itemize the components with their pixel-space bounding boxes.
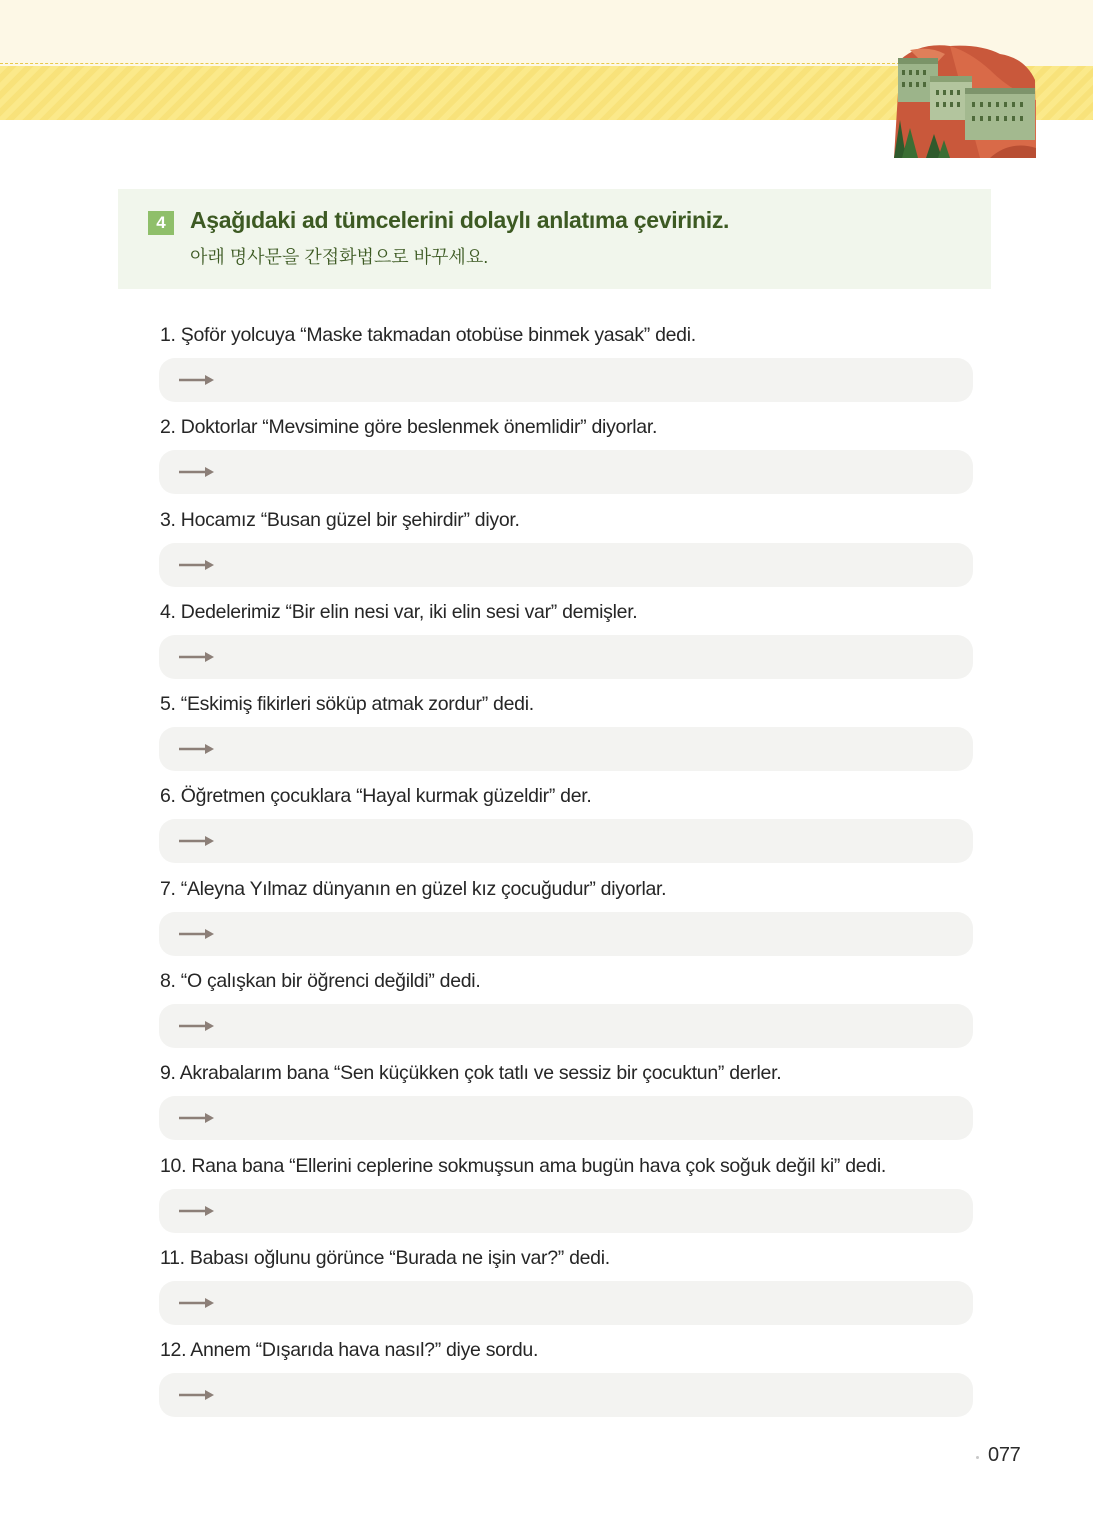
question-text: 11. Babası oğlunu görünce “Burada ne işin var?” dedi. [160, 1246, 610, 1269]
arrow-right-icon [179, 928, 215, 940]
question-item [159, 1060, 974, 1152]
arrow-right-icon [179, 559, 215, 571]
exercise-number-badge: 4 [148, 211, 174, 235]
arrow-right-icon [179, 466, 215, 478]
answer-field[interactable] [159, 1096, 973, 1140]
question-item [159, 599, 974, 691]
answer-field[interactable] [159, 912, 973, 956]
arrow-right-icon [179, 1205, 215, 1217]
arrow-right-icon [179, 835, 215, 847]
question-text: 12. Annem “Dışarıda hava nasıl?” diye sordu. [160, 1339, 539, 1362]
question-item [159, 1153, 974, 1245]
page-number-text: 077 [988, 1444, 1021, 1466]
question-item [159, 414, 974, 506]
arrow-right-icon [179, 1389, 215, 1401]
question-text: 6. Öğretmen çocuklara “Hayal kurmak güzeldir” der. [160, 785, 592, 808]
answer-field[interactable] [159, 727, 973, 771]
answer-field[interactable] [159, 1281, 973, 1325]
answer-field[interactable] [159, 358, 973, 402]
question-text: 1. Şoför yolcuya “Maske takmadan otobüse binmek yasak” dedi. [160, 324, 696, 346]
top-banner-dashed-line [0, 63, 900, 64]
arrow-right-icon [179, 1020, 215, 1032]
exercise-header [118, 189, 991, 289]
answer-field[interactable] [159, 543, 973, 587]
arrow-right-icon [179, 374, 215, 386]
question-text: 2. Doktorlar “Mevsimine göre beslenmek önemlidir” diyorlar. [160, 416, 658, 439]
question-item [159, 507, 974, 599]
question-item [159, 691, 974, 783]
question-text: 4. Dedelerimiz “Bir elin nesi var, iki elin sesi var” demişler. [160, 600, 638, 623]
page-number [976, 1444, 1020, 1467]
answer-field[interactable] [159, 635, 973, 679]
question-list [159, 322, 974, 1430]
question-item [159, 783, 974, 875]
arrow-right-icon [179, 1112, 215, 1124]
question-text: 5. “Eskimiş fikirleri söküp atmak zordur” dedi. [160, 693, 534, 716]
answer-field[interactable] [159, 450, 973, 494]
arrow-right-icon [179, 1297, 215, 1309]
exercise-title: Aşağıdaki ad tümcelerini dolaylı anlatıma çeviriniz. [190, 207, 730, 233]
question-item [159, 322, 974, 414]
question-text: 3. Hocamız “Busan güzel bir şehirdir” diyor. [160, 508, 520, 531]
answer-field[interactable] [159, 1373, 973, 1417]
exercise-subtitle: 아래 명사문을 간접화법으로 바꾸세요. [190, 247, 489, 267]
arrow-right-icon [179, 743, 215, 755]
arrow-right-icon [179, 651, 215, 663]
question-text: 7. “Aleyna Yılmaz dünyanın en güzel kız çocuğudur” diyorlar. [160, 877, 667, 900]
question-item [159, 876, 974, 968]
answer-field[interactable] [159, 819, 973, 863]
question-text: 9. Akrabalarım bana “Sen küçükken çok tatlı ve sessiz bir çocuktun” derler. [160, 1062, 782, 1085]
question-item [159, 1337, 974, 1429]
question-text: 10. Rana bana “Ellerini ceplerine sokmuşsun ama bugün hava çok soğuk değil ki” dedi. [160, 1154, 886, 1177]
question-item [159, 968, 974, 1060]
question-item [159, 1245, 974, 1337]
question-text: 8. “O çalışkan bir öğrenci değildi” dedi. [160, 970, 481, 993]
answer-field[interactable] [159, 1004, 973, 1048]
answer-field[interactable] [159, 1189, 973, 1233]
monastery-cliff-illustration [890, 40, 1038, 160]
